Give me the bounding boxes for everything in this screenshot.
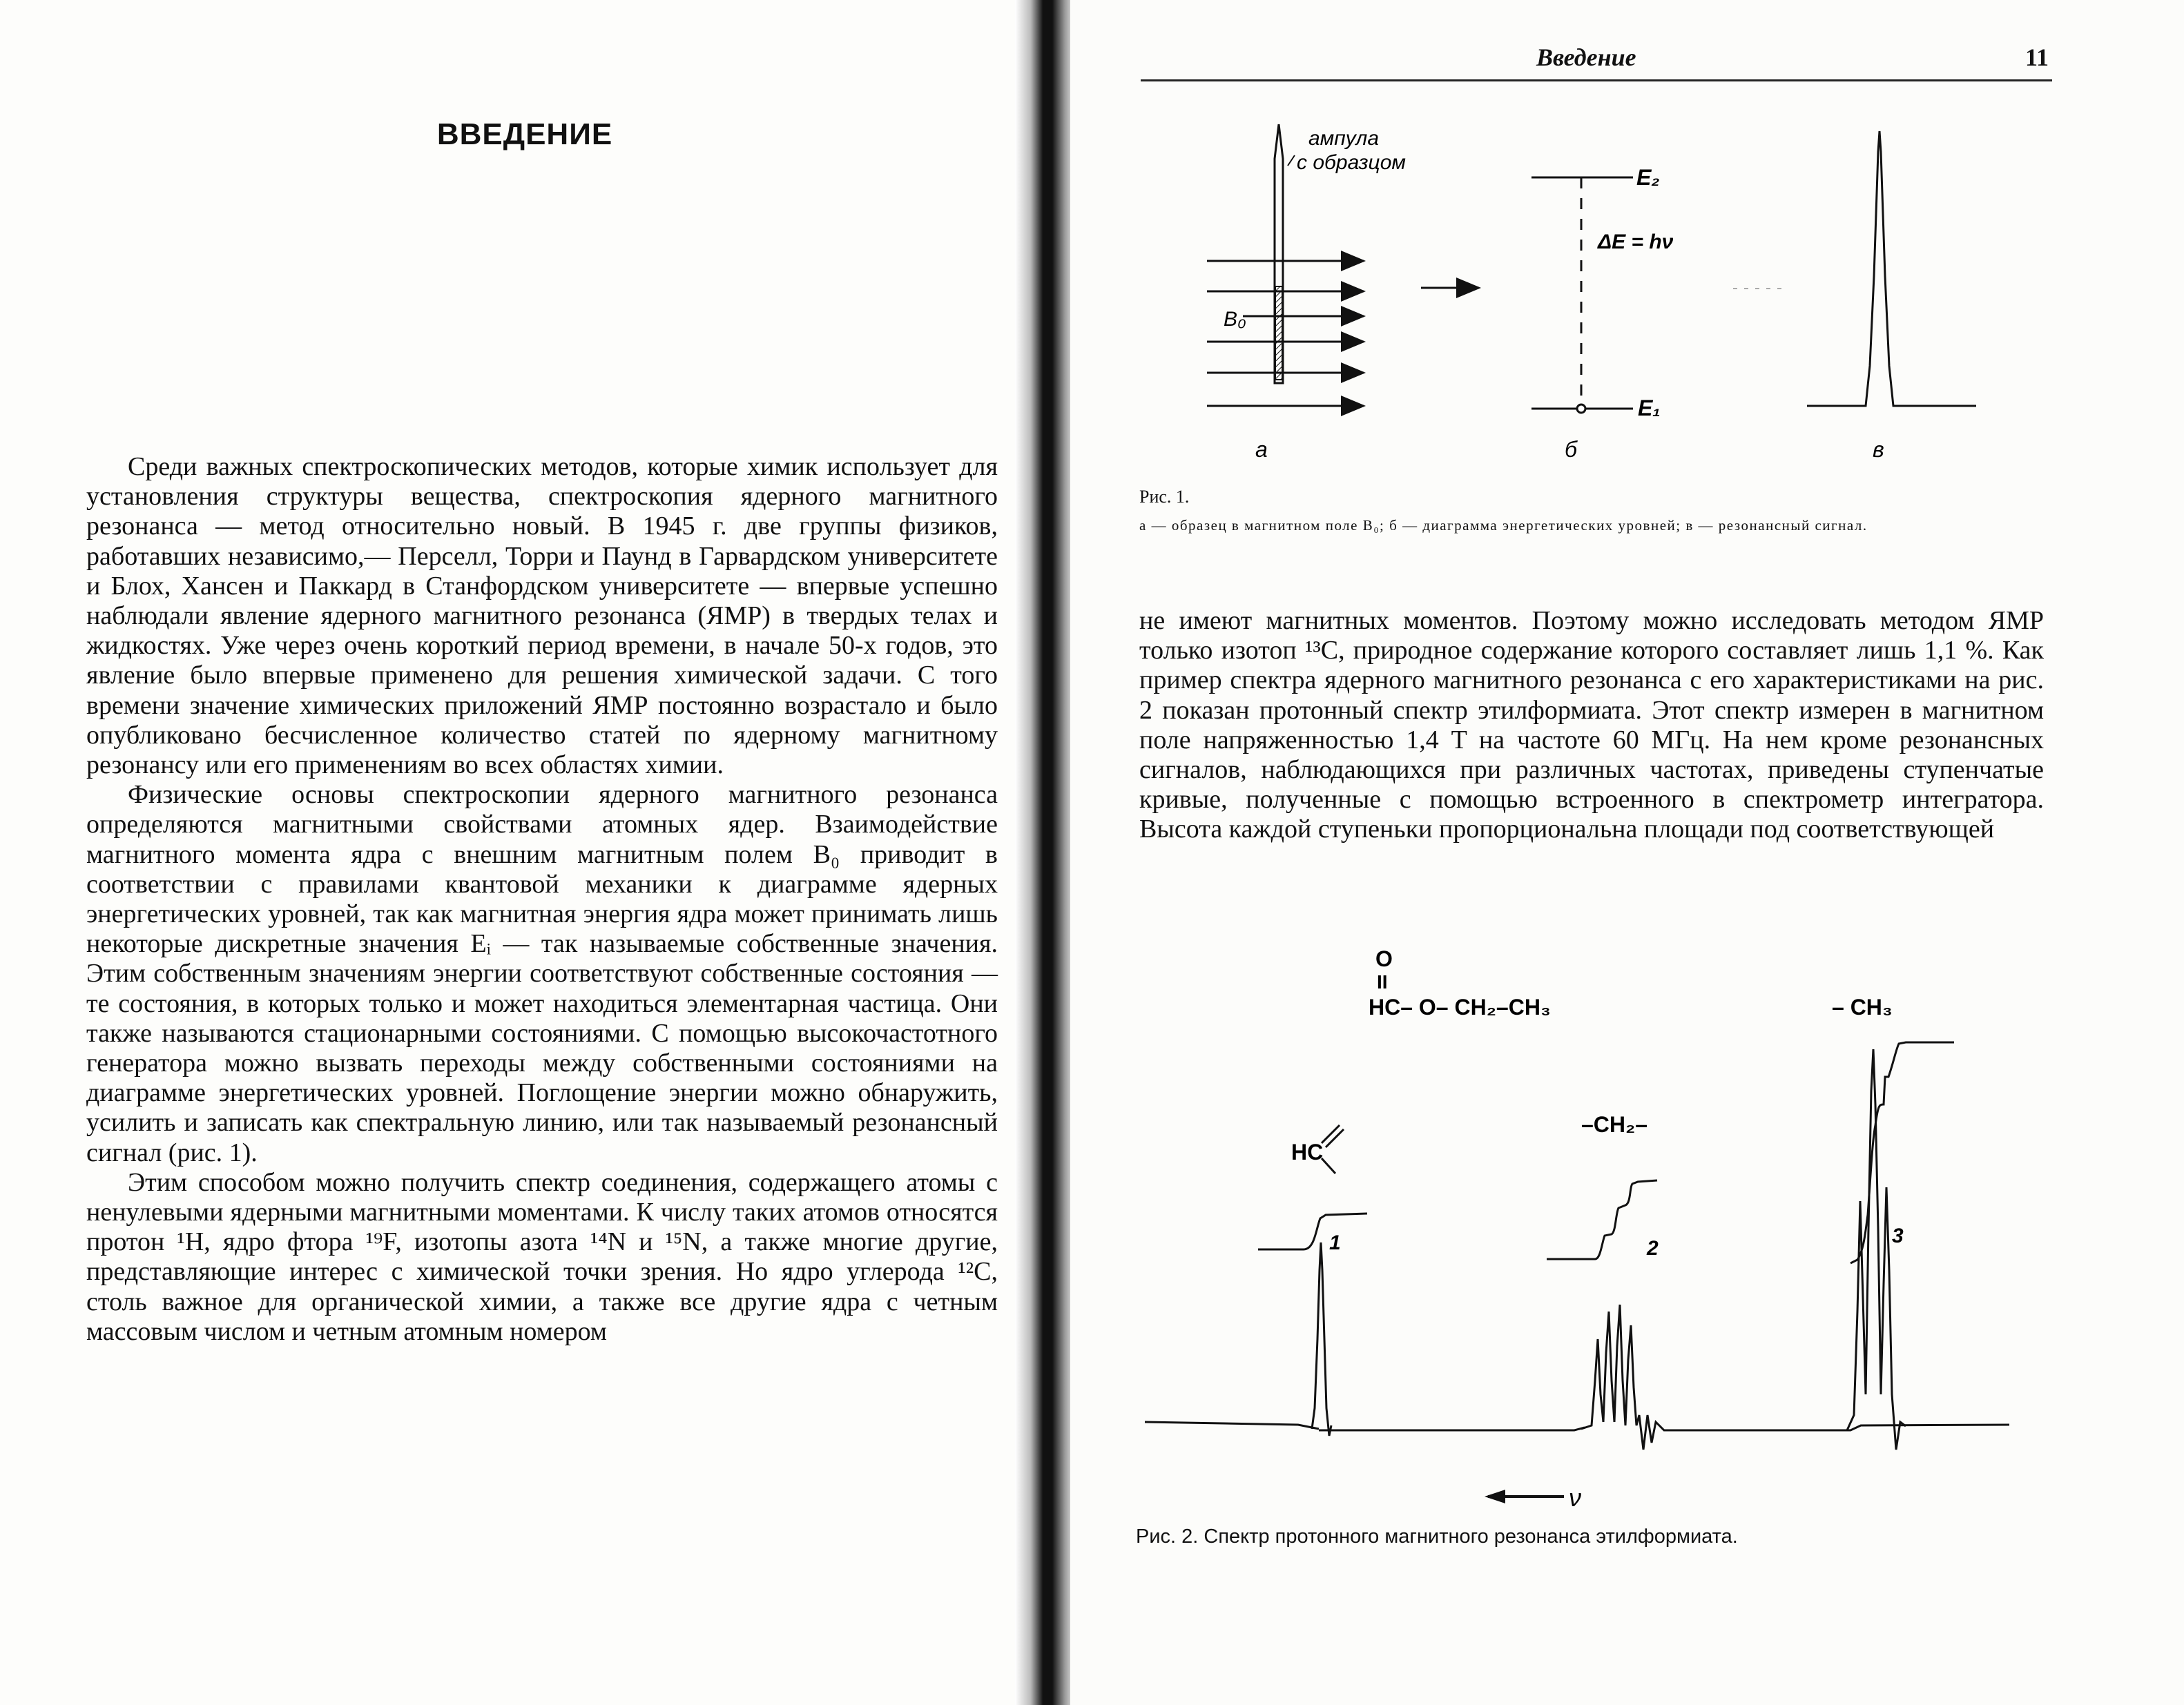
chapter-title: ВВЕДЕНИЕ xyxy=(436,117,613,151)
spectrum-baseline xyxy=(1145,1422,2009,1430)
integral-curve-2 xyxy=(1547,1180,1657,1259)
peak-number-1: 1 xyxy=(1329,1231,1341,1254)
right-paragraph: не имеют магнитных моментов. Поэтому можно исследовать методом ЯМР только изотоп ¹³C, природное содержание которого составляет лишь 1,1 %. Как пример спектра ядерного магнитного резонанса с его характеристиками на рис. 2 показан протонный спектр этилформиата. Этот спектр измерен в магнитном поле напряженностью 1,4 T на частоте 60 МГц. На нем кроме резонансных сигналов, наблюдающихся при различных частотах, приведены ступенчатые кривые, полученные с помощью встроенного в спектрометр интегратора. Высота каждой ступеньки пропорциональна площади под соответствующей xyxy=(1139,606,2044,844)
ampoule-label-1: ампула xyxy=(1308,127,1380,150)
field-label-b0: B₀ xyxy=(1224,308,1246,331)
hc-bonds xyxy=(1322,1125,1344,1173)
delta-e-label: ΔE = hν xyxy=(1598,231,1674,253)
paragraph-1: Среди важных спектроскопических методов, которые химик использует для установления структуры вещества, спектроскопия ядерного магнитного резонанса — метод относительно новый. В 1945 г. две группы физиков, работавших независимо,— Перселл, Торри и Паунд в Гарвардском университете и Блох, Хансен и Паккард в Станфордском университете — впервые успешно наблюдали явление ядерного магнитного резонанса (ЯМР) в твердых телах и жидкостях. Уже через очень короткий период времени, в начале 50-х годов, это явление было впервые применено для решения химической задачи. С того времени значение химических приложений ЯМР постоянно возрастало и было опубликовано бесчисленное количество статей по ядерному магнитному резонансу или его применениям во всех областях химии. xyxy=(86,452,998,780)
peak-2 xyxy=(1581,1305,1692,1450)
panel-c-resonance-signal xyxy=(1807,131,1976,406)
left-body-text xyxy=(86,452,998,1347)
level-e1-label: E₁ xyxy=(1638,396,1661,420)
frequency-axis-label: ν xyxy=(1569,1483,1581,1512)
header-rule xyxy=(1141,79,2052,81)
running-head: Введение xyxy=(1536,43,1636,71)
peak-3 xyxy=(1847,1049,1906,1450)
page-number: 11 xyxy=(2025,43,2049,71)
formula-ethyl-formate: HC– O– CH₂–CH₃ xyxy=(1369,995,1551,1020)
panel-a-label: а xyxy=(1255,437,1268,462)
peak-number-3: 3 xyxy=(1892,1225,1904,1247)
peak-number-2: 2 xyxy=(1647,1237,1659,1260)
formula-oxygen: O xyxy=(1375,946,1393,971)
group-label-hc: HC xyxy=(1291,1140,1324,1165)
frequency-arrowhead xyxy=(1485,1490,1505,1503)
formula-double-bond: II xyxy=(1377,971,1388,993)
panel-c-label: в xyxy=(1873,437,1884,462)
right-body-text xyxy=(1139,606,2044,845)
level-e2-label: E₂ xyxy=(1636,165,1660,190)
figure-1-caption: а — образец в магнитном поле B₀; б — диаграмма энергетических уровней; в — резонансный сигнал. xyxy=(1139,517,1868,534)
left-page xyxy=(0,0,1022,1705)
panel-b-energy-levels xyxy=(1531,177,1633,413)
panel-b-label: б xyxy=(1565,437,1577,462)
group-label-ch3: – CH₃ xyxy=(1832,995,1893,1020)
ampoule-label-2: с образцом xyxy=(1297,151,1406,174)
integral-curve-1 xyxy=(1258,1214,1367,1249)
paragraph-3: Этим способом можно получить спектр соединения, содержащего атомы с ненулевыми ядерными магнитными моментами. К числу таких атомов относятся протон ¹H, ядро фтора ¹⁹F, изотопы азота ¹⁴N и ¹⁵N, а также многие другие, представляющие интерес с химической точки зрения. Но ядро углерода ¹²C, столь важное для органической химии, а также все другие ядра с четным массовым числом и четным атомным номером xyxy=(86,1167,998,1346)
figure-2 xyxy=(1139,939,2051,1519)
figure-2-caption: Рис. 2. Спектр протонного магнитного резонанса этилформиата. xyxy=(1136,1526,1738,1548)
paragraph-2: Физические основы спектроскопии ядерного магнитного резонанса определяются магнитными свойствами атомных ядер. Взаимодействие магнитного момента ядра с внешним магнитным полем B₀ приводит в соответствии с правилами квантовой механики к диаграмме ядерных энергетических уровней, так как магнитная энергия ядра может принимать лишь некоторые дискретные значения Eᵢ — так называемые собственные значения. Этим собственным значениям энергии соответствуют собственные состояния — те состояния, в которых только и может находиться элементарная частица. Они также называются стационарными состояниями. С помощью высокочастотного генератора можно вызвать переходы между собственными состояниями на диаграмме энергетических уровней. Поглощение энергии можно обнаружить, усилить и записать как спектральную линию, или так называемый резонансный сигнал (рис. 1). xyxy=(86,780,998,1167)
figure-1 xyxy=(1139,110,2051,483)
group-label-ch2: –CH₂– xyxy=(1581,1112,1648,1137)
peak-1 xyxy=(1312,1243,1331,1436)
figure-1-caption-title: Рис. 1. xyxy=(1139,487,1190,507)
book-gutter xyxy=(1015,0,1077,1705)
